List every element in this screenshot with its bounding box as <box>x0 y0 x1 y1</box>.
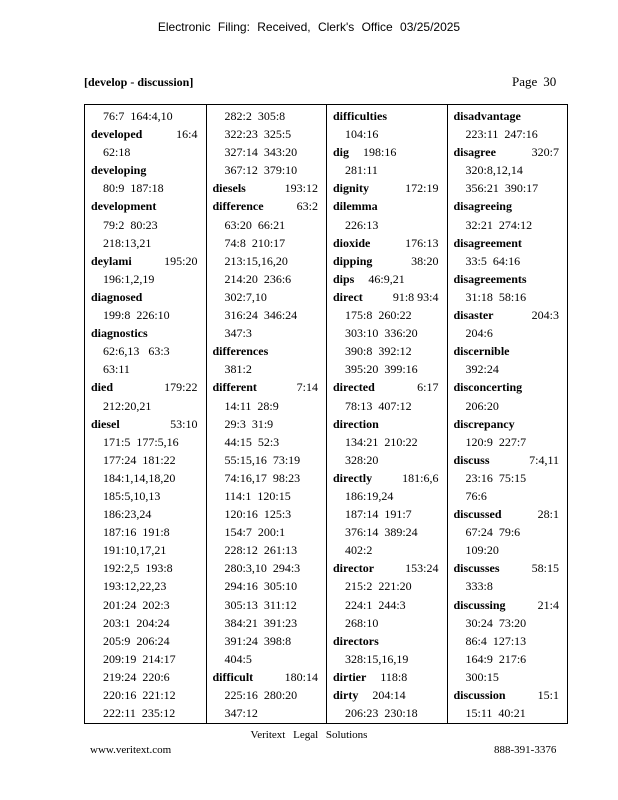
index-page-refs-line: 356:21 390:17 <box>465 181 539 196</box>
index-page-refs-line: 280:3,10 294:3 <box>224 561 301 576</box>
index-page-refs-line: 62:18 <box>103 145 131 160</box>
index-page-refs-line: 62:6,13 63:3 <box>103 344 170 359</box>
index-page-refs-line: 390:8 392:12 <box>345 344 412 359</box>
index-page-refs-line: 302:7,10 <box>224 289 267 304</box>
index-page-refs-line: 134:21 210:22 <box>345 434 418 449</box>
index-page-refs-line: 282:2 305:8 <box>224 109 286 123</box>
index-term: died <box>91 380 114 395</box>
index-page-refs-line: 76:6 <box>465 488 487 503</box>
index-page-refs: 46:9,21 <box>368 271 405 286</box>
index-page-refs-line: 86:4 127:13 <box>465 633 527 648</box>
footer-website: www.veritext.com <box>90 744 172 756</box>
index-page-refs: 198:16 <box>363 145 397 160</box>
index-term: difficult <box>212 669 254 684</box>
index-page-refs: 193:12 <box>284 181 318 196</box>
index-page-refs-line: 154:7 200:1 <box>224 525 286 540</box>
index-page-refs-line: 281:11 <box>345 163 378 178</box>
index-term: dioxide <box>333 235 371 250</box>
index-entry-heading <box>91 125 200 143</box>
index-page-refs: 53:10 <box>170 416 198 431</box>
index-term: directed <box>333 380 375 395</box>
index-term: dig <box>333 145 350 160</box>
index-page-refs: 176:13 <box>405 235 439 250</box>
index-page-refs: 179:22 <box>164 380 198 395</box>
index-page-refs-line: 367:12 379:10 <box>224 163 298 178</box>
index-entry-heading <box>333 686 441 704</box>
index-column-2 <box>206 105 327 723</box>
index-page-refs-line: 305:13 311:12 <box>224 597 297 612</box>
index-page-refs-line: 376:14 389:24 <box>345 525 418 540</box>
index-term: diesels <box>212 181 246 196</box>
index-entry-heading <box>213 342 321 360</box>
index-term: dirtier <box>333 669 367 684</box>
index-term: dips <box>333 271 355 286</box>
index-term: diagnostics <box>91 326 148 341</box>
index-page-refs-line: 215:2 221:20 <box>345 579 412 594</box>
index-entry-heading <box>91 161 200 179</box>
index-page-refs-line: 196:1,2,19 <box>103 271 155 286</box>
index-page-refs-line: 268:10 <box>345 615 379 630</box>
index-entry-heading <box>333 378 441 396</box>
index-entry-heading <box>213 179 321 197</box>
page-range-header: [develop - discussion] <box>84 75 194 89</box>
index-page-refs-line: 33:5 64:16 <box>465 253 521 268</box>
index-entry-heading <box>454 197 562 215</box>
index-page-refs-line: 320:8,12,14 <box>465 163 523 178</box>
index-entry-heading <box>333 234 441 252</box>
index-term: discusses <box>453 561 500 576</box>
index-page-refs-line: 322:23 325:5 <box>224 127 292 142</box>
index-page-refs: 153:24 <box>405 561 439 576</box>
index-page-refs-line: 76:7 164:4,10 <box>103 109 173 123</box>
index-page-refs-line: 303:10 336:20 <box>345 326 418 341</box>
index-page-refs-line: 109:20 <box>465 543 499 558</box>
footer-company: Veritext Legal Solutions <box>250 729 368 741</box>
filing-stamp: Electronic Filing: Received, Clerk's Office 03/25/2025 <box>157 20 461 34</box>
index-page-refs-line: 328:15,16,19 <box>345 651 409 666</box>
index-page-refs: 15:1 <box>537 688 559 702</box>
index-page-refs: 118:8 <box>380 669 408 684</box>
index-term: disadvantage <box>453 109 521 123</box>
index-entry-heading <box>454 234 562 252</box>
index-page-refs-line: 192:2,5 193:8 <box>103 561 173 576</box>
index-term: disagree <box>453 145 496 160</box>
index-page-refs-line: 223:11 247:16 <box>465 127 538 142</box>
index-page-refs: 204:3 <box>531 308 559 323</box>
index-page-refs-line: 205:9 206:24 <box>103 633 170 648</box>
index-page-refs-line: 214:20 236:6 <box>224 271 292 286</box>
index-term: difference <box>212 199 264 214</box>
index-column-4 <box>447 105 568 723</box>
index-page-refs-line: 185:5,10,13 <box>103 488 161 503</box>
index-page-refs-line: 120:9 227:7 <box>465 434 527 449</box>
index-page-refs-line: 402:2 <box>345 543 373 558</box>
index-page-refs: 320:7 <box>531 145 559 160</box>
index-term: diagnosed <box>91 289 143 304</box>
index-page-refs-line: 187:16 191:8 <box>103 525 170 540</box>
index-page-refs-line: 14:11 28:9 <box>224 398 279 413</box>
index-page-refs-line: 212:20,21 <box>103 398 152 413</box>
index-page-refs-line: 218:13,21 <box>103 235 152 250</box>
index-page-refs-line: 316:24 346:24 <box>224 308 298 323</box>
index-term: differences <box>212 344 269 359</box>
index-page-refs: 28:1 <box>537 507 559 522</box>
index-term: development <box>91 199 157 214</box>
index-term: deylami <box>91 253 132 268</box>
index-page-refs: 6:17 <box>417 380 439 395</box>
index-page-refs-line: 300:15 <box>465 669 499 684</box>
index-page-refs-line: 171:5 177:5,16 <box>103 434 179 449</box>
index-page-refs-line: 226:13 <box>345 217 379 232</box>
index-page-refs-line: 228:12 261:13 <box>224 543 298 558</box>
index-page-refs-line: 79:2 80:23 <box>103 217 158 232</box>
index-page-refs-line: 177:24 181:22 <box>103 452 176 467</box>
index-page-refs: 7:14 <box>296 380 318 395</box>
index-page-refs-line: 80:9 187:18 <box>103 181 164 196</box>
index-page-refs-line: 78:13 407:12 <box>345 398 412 413</box>
index-entry-heading <box>333 288 441 306</box>
index-page-refs-line: 209:19 214:17 <box>103 651 176 666</box>
index-term: discernible <box>453 344 510 359</box>
index-page-refs-line: 29:3 31:9 <box>224 416 274 431</box>
index-table <box>84 104 568 724</box>
index-entry-heading <box>333 197 441 215</box>
index-page-refs-line: 327:14 343:20 <box>224 145 298 160</box>
index-entry-heading <box>454 107 562 125</box>
index-page-refs-line: 63:11 <box>103 362 130 377</box>
index-term: disconcerting <box>453 380 523 395</box>
index-entry-heading <box>454 505 562 523</box>
index-page-refs-line: 384:21 391:23 <box>224 615 298 630</box>
index-page-refs-line: 67:24 79:6 <box>465 525 521 540</box>
index-column-1 <box>85 105 206 723</box>
index-term: directors <box>333 633 379 648</box>
index-page-refs: 181:6,6 <box>402 470 439 485</box>
index-entry-heading <box>333 270 441 288</box>
index-entry-heading <box>454 143 562 161</box>
index-page-refs-line: 199:8 226:10 <box>103 308 170 323</box>
index-page-refs-line: 191:10,17,21 <box>103 543 167 558</box>
index-term: developed <box>91 127 143 142</box>
index-column-3 <box>326 105 447 723</box>
index-page-refs: 38:20 <box>411 253 439 268</box>
index-page-refs-line: 186:23,24 <box>103 507 152 522</box>
index-page-refs-line: 55:15,16 73:19 <box>224 452 301 467</box>
index-term: discuss <box>453 452 490 467</box>
index-entry-heading <box>91 197 200 215</box>
index-page-refs-line: 23:16 75:15 <box>465 470 527 485</box>
index-page-refs-line: 164:9 217:6 <box>465 651 527 666</box>
index-entry-heading <box>333 179 441 197</box>
index-entry-heading <box>333 107 441 125</box>
index-term: dilemma <box>333 199 378 214</box>
index-page-refs-line: 206:20 <box>465 398 499 413</box>
index-page-refs-line: 184:1,14,18,20 <box>103 470 176 485</box>
index-page-refs: 195:20 <box>164 253 198 268</box>
index-page-refs: 172:19 <box>405 181 439 196</box>
index-page-refs: 180:14 <box>284 669 318 684</box>
index-page-refs-line: 392:24 <box>465 362 499 377</box>
index-term: discussed <box>453 507 502 522</box>
page-label: Page <box>512 74 538 89</box>
index-entry-heading <box>454 451 562 469</box>
index-page-refs-line: 31:18 58:16 <box>465 289 527 304</box>
index-term: disagreements <box>453 271 527 286</box>
index-entry-heading <box>213 378 321 396</box>
index-page-refs-line: 114:1 120:15 <box>224 488 291 503</box>
index-term: director <box>333 561 375 576</box>
index-term: directly <box>333 470 373 485</box>
index-page-refs-line: 203:1 204:24 <box>103 615 170 630</box>
index-page-refs-line: 186:19,24 <box>345 488 394 503</box>
index-entry-heading <box>213 197 321 215</box>
index-entry-heading <box>454 415 562 433</box>
index-term: discussion <box>453 688 506 702</box>
index-page-refs: 58:15 <box>531 561 559 576</box>
index-page-refs: 7:4,11 <box>529 452 559 467</box>
index-page-refs-line: 213:15,16,20 <box>224 253 288 268</box>
index-page-refs-line: 74:16,17 98:23 <box>224 470 301 485</box>
index-page-refs-line: 347:12 <box>224 706 258 721</box>
index-entry-heading <box>91 415 200 433</box>
index-entry-heading <box>333 668 441 686</box>
index-page-refs-line: 224:1 244:3 <box>345 597 406 612</box>
index-term: dignity <box>333 181 370 196</box>
index-page-refs-line: 201:24 202:3 <box>103 597 170 612</box>
index-entry-heading <box>454 559 562 577</box>
index-page-refs-line: 15:11 40:21 <box>465 706 526 721</box>
index-page-refs-line: 391:24 398:8 <box>224 633 292 648</box>
index-entry-heading <box>333 252 441 270</box>
index-term: discussing <box>453 597 506 612</box>
index-entry-heading <box>454 342 562 360</box>
index-term: dirty <box>333 688 359 702</box>
index-page-refs-line: 395:20 399:16 <box>345 362 418 377</box>
index-term: dipping <box>333 253 373 268</box>
index-page-refs-line: 32:21 274:12 <box>465 217 533 232</box>
index-term: diesel <box>91 416 120 431</box>
index-entry-heading <box>454 378 562 396</box>
index-entry-heading <box>333 143 441 161</box>
index-page-refs-line: 206:23 230:18 <box>345 706 418 721</box>
index-page-refs-line: 219:24 220:6 <box>103 669 170 684</box>
index-entry-heading <box>91 252 200 270</box>
index-term: disagreement <box>453 235 522 250</box>
index-page-refs-line: 193:12,22,23 <box>103 579 167 594</box>
index-page-refs-line: 404:5 <box>224 651 252 666</box>
index-page-refs: 21:4 <box>537 597 559 612</box>
index-page-refs-line: 187:14 191:7 <box>345 507 412 522</box>
index-entry-heading <box>454 686 562 704</box>
index-term: disagreeing <box>453 199 512 214</box>
index-page-refs-line: 294:16 305:10 <box>224 579 298 594</box>
index-entry-heading <box>333 632 441 650</box>
index-term: discrepancy <box>453 416 515 431</box>
index-page-refs-line: 381:2 <box>224 362 252 377</box>
index-term: disaster <box>453 308 494 323</box>
index-page-refs-line: 222:11 235:12 <box>103 706 176 721</box>
index-term: difficulties <box>333 109 387 123</box>
index-page-refs-line: 225:16 280:20 <box>224 688 298 702</box>
index-page-refs-line: 63:20 66:21 <box>224 217 286 232</box>
index-page-refs-line: 204:6 <box>465 326 493 341</box>
index-entry-heading <box>333 415 441 433</box>
index-page-refs-line: 120:16 125:3 <box>224 507 292 522</box>
index-page-refs-line: 74:8 210:17 <box>224 235 286 250</box>
index-entry-heading <box>454 596 562 614</box>
index-page-refs: 204:14 <box>372 688 406 702</box>
index-page-refs-line: 347:3 <box>224 326 252 341</box>
index-entry-heading <box>91 324 200 342</box>
index-entry-heading <box>91 378 200 396</box>
index-entry-heading <box>333 469 441 487</box>
index-page-refs-line: 44:15 52:3 <box>224 434 280 449</box>
index-page-refs-line: 328:20 <box>345 452 379 467</box>
index-page-refs-line: 220:16 221:12 <box>103 688 176 702</box>
index-entry-heading <box>91 288 200 306</box>
index-page-refs-line: 175:8 260:22 <box>345 308 412 323</box>
index-entry-heading <box>333 559 441 577</box>
index-page-refs: 63:2 <box>296 199 318 214</box>
index-page-refs: 91:8 93:4 <box>392 289 439 304</box>
index-page-refs-line: 104:16 <box>345 127 379 142</box>
index-term: direct <box>333 289 363 304</box>
index-term: direction <box>333 416 379 431</box>
index-entry-heading <box>213 668 321 686</box>
page-number: 30 <box>543 74 557 89</box>
index-page-refs-line: 333:8 <box>465 579 493 594</box>
index-page-refs: 16:4 <box>176 127 198 142</box>
index-term: developing <box>91 163 147 178</box>
footer-phone: 888-391-3376 <box>494 744 557 756</box>
index-entry-heading <box>454 306 562 324</box>
index-term: different <box>212 380 257 395</box>
page-number-label <box>512 74 556 90</box>
index-entry-heading <box>454 270 562 288</box>
index-page-refs-line: 30:24 73:20 <box>465 615 527 630</box>
